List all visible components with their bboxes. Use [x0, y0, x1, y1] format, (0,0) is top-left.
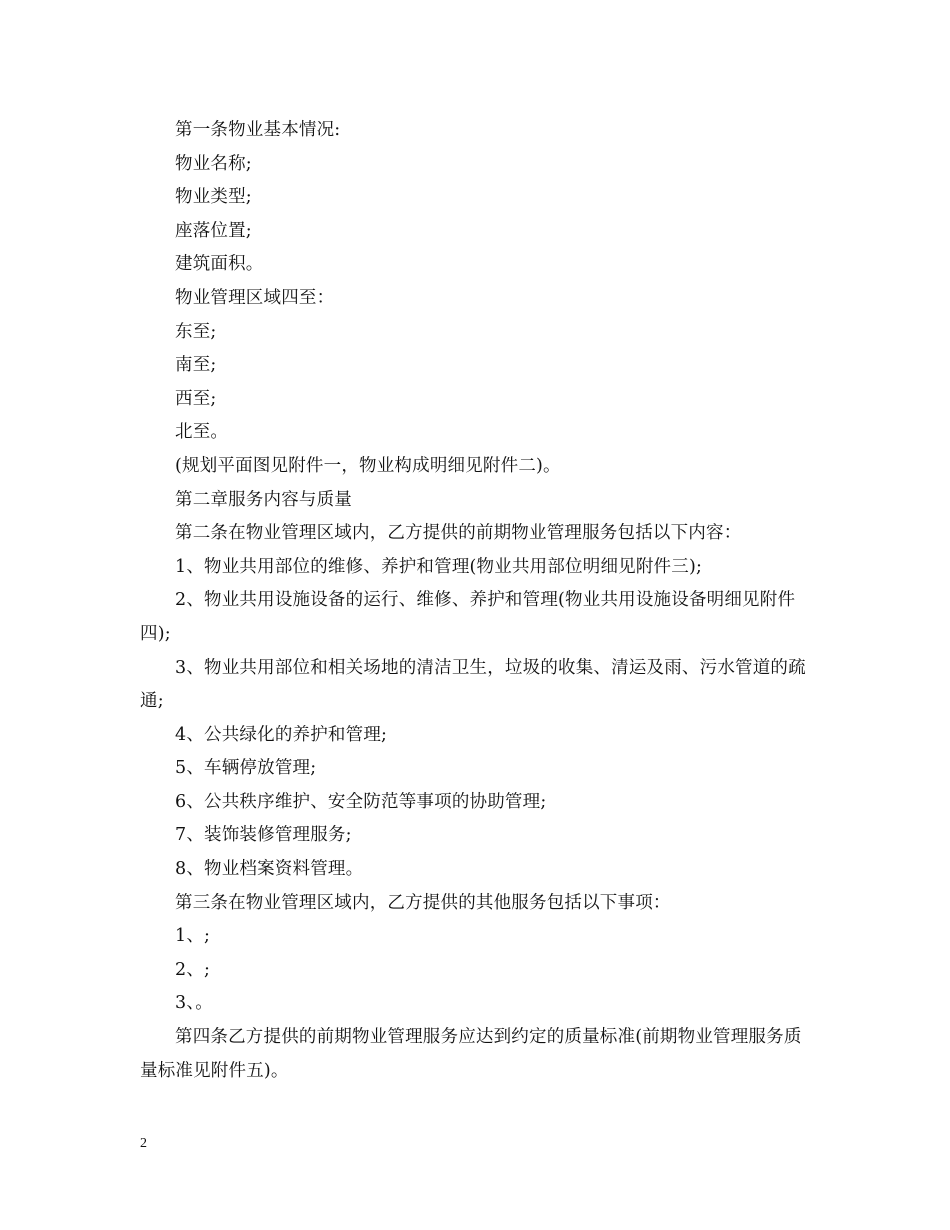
attachments-note: (规划平面图见附件一，物业构成明细见附件二)。: [175, 455, 561, 476]
service-item-8: 8、物业档案资料管理。: [175, 859, 364, 880]
article-3-text: 第三条在物业管理区域内，乙方提供的其他服务包括以下事项：: [175, 892, 671, 913]
document-body: [140, 114, 812, 1088]
page-number: 2: [140, 1136, 147, 1151]
boundary-west: 西至;: [175, 388, 217, 409]
service-item-3: 3、物业共用部位和相关场地的清洁卫生，垃圾的收集、清运及雨、污水管道的疏通;: [140, 657, 806, 712]
service-item-5: 5、车辆停放管理;: [175, 758, 317, 779]
article-4-text: 第四条乙方提供的前期物业管理服务应达到约定的质量标准(前期物业管理服务质量标准见附件五)。: [140, 1027, 802, 1081]
boundary-east: 东至;: [175, 321, 217, 342]
service-item-2: 2、物业共用设施设备的运行、维修、养护和管理(物业共用设施设备明细见附件四);: [140, 590, 796, 644]
property-name-line: 物业名称;: [175, 153, 252, 174]
service-item-1: 1、物业共用部位的维修、养护和管理(物业共用部位明细见附件三);: [175, 556, 703, 577]
other-service-item-1: 1、;: [175, 926, 211, 947]
location-line: 座落位置;: [175, 220, 252, 241]
boundary-south: 南至;: [175, 355, 217, 376]
other-service-item-2: 2、;: [175, 959, 211, 980]
chapter-2-heading: 第二章服务内容与质量: [175, 489, 352, 510]
other-service-item-3: 3、。: [175, 993, 213, 1014]
building-area-line: 建筑面积。: [175, 254, 264, 275]
boundaries-heading: 物业管理区域四至：: [175, 287, 335, 308]
service-item-4: 4、公共绿化的养护和管理;: [175, 724, 388, 745]
boundary-north: 北至。: [175, 422, 229, 443]
article-1-heading: 第一条物业基本情况:: [175, 120, 341, 140]
article-2-text: 第二条在物业管理区域内，乙方提供的前期物业管理服务包括以下内容：: [175, 523, 742, 544]
service-item-7: 7、装饰装修管理服务;: [175, 825, 352, 846]
service-item-6: 6、公共秩序维护、安全防范等事项的协助管理;: [175, 791, 547, 812]
property-type-line: 物业类型;: [175, 187, 252, 208]
